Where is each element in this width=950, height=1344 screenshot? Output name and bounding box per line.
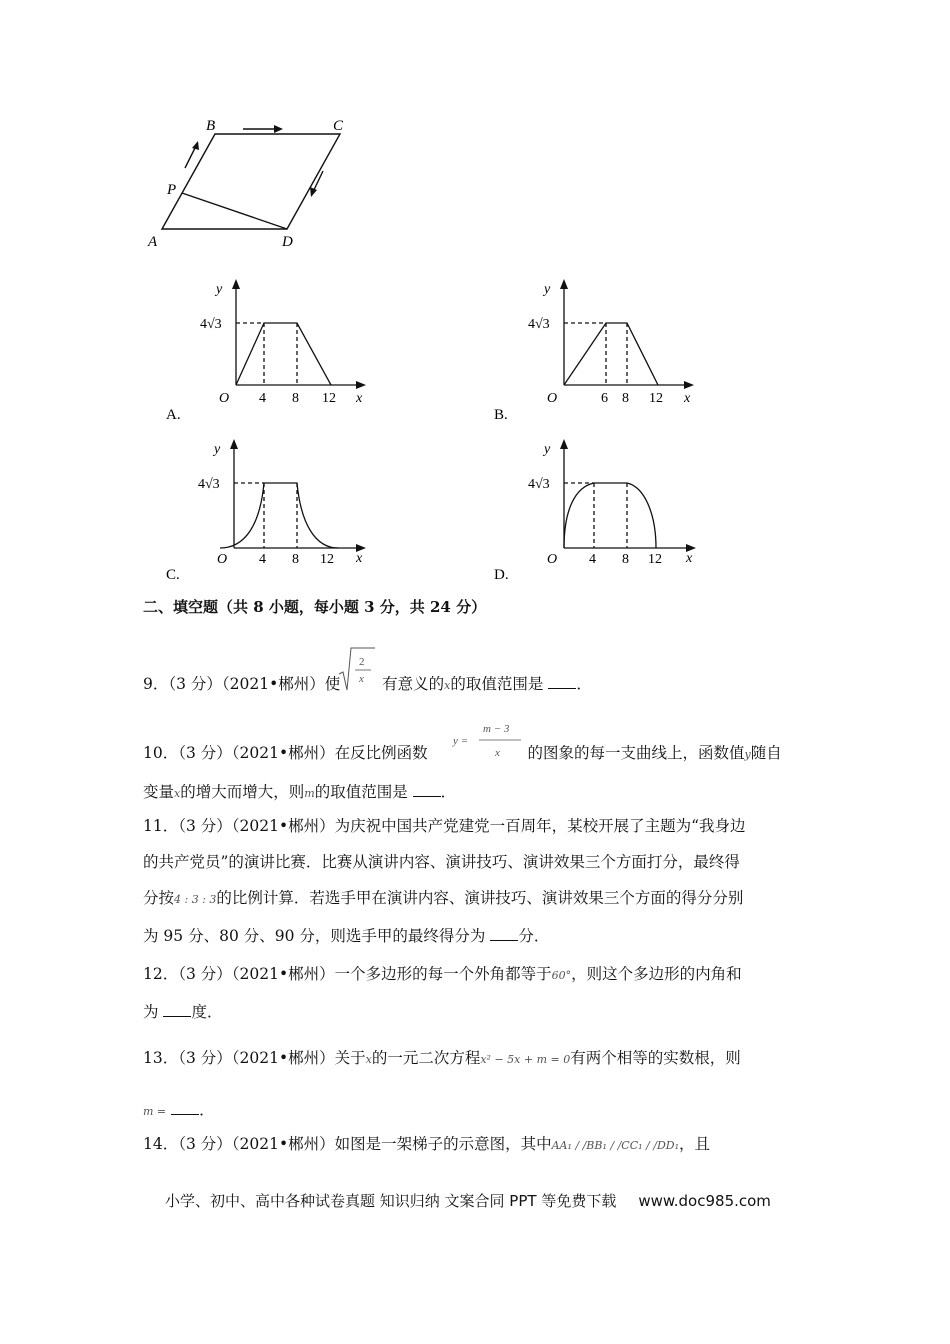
q13-line-1b: 的一元二次方程 bbox=[371, 1049, 481, 1067]
option-d-graph bbox=[490, 435, 710, 585]
option-a-tick-1: 4 bbox=[259, 391, 266, 406]
q9-var-x: x bbox=[444, 679, 451, 692]
option-b-ylabel: y bbox=[544, 282, 551, 297]
q9-score: （3 分） bbox=[168, 675, 222, 693]
q11-line-3b: 的比例计算．若选手甲在演讲内容、演讲技巧、演讲效果三个方面的得分分别 bbox=[216, 889, 744, 907]
question-14 bbox=[143, 1126, 808, 1164]
option-b-graph bbox=[490, 275, 710, 425]
segment-pd bbox=[182, 193, 287, 229]
q12-line-2b: 度． bbox=[191, 1003, 223, 1021]
q10-function-expression bbox=[449, 716, 539, 762]
option-d-tick-1: 4 bbox=[589, 552, 596, 567]
q9-expr-denominator: x bbox=[359, 673, 364, 685]
q10-num: 10． bbox=[143, 744, 179, 762]
option-a-xlabel: x bbox=[356, 391, 363, 406]
q9-expr-numerator: 2 bbox=[359, 656, 365, 668]
q13-answer-blank[interactable] bbox=[171, 1100, 199, 1115]
q14-line-1b: ，且 bbox=[679, 1135, 711, 1153]
q10-func-denominator: x bbox=[495, 747, 500, 759]
parallelogram-figure bbox=[140, 110, 370, 255]
label-b: B bbox=[206, 118, 216, 134]
question-9 bbox=[143, 640, 808, 710]
q11-ratio: 4 : 3 : 3 bbox=[174, 893, 217, 906]
option-a-origin: O bbox=[219, 391, 230, 406]
option-a-tick-3: 12 bbox=[322, 391, 336, 406]
option-a-graph bbox=[160, 275, 380, 425]
option-c-graph bbox=[160, 435, 380, 585]
q10-text-1: 在反比例函数 bbox=[334, 744, 428, 762]
option-a-ymark: 4√3 bbox=[200, 317, 222, 332]
question-13 bbox=[143, 1040, 808, 1130]
option-d-origin: O bbox=[547, 552, 558, 567]
option-c-xlabel: x bbox=[356, 551, 363, 566]
q13-equation: x² − 5x + m = 0 bbox=[480, 1053, 571, 1066]
q10-text-3: 随自 bbox=[750, 744, 782, 762]
q10-answer-blank[interactable] bbox=[413, 782, 441, 797]
question-11 bbox=[143, 808, 808, 954]
q11-line-4b: 分． bbox=[518, 927, 550, 945]
option-d-xlabel: x bbox=[686, 551, 693, 566]
label-c: C bbox=[333, 118, 344, 134]
q13-var-x: x bbox=[365, 1053, 372, 1066]
q11-line-4a: 为 95 分、80 分、90 分，则选手甲的最终得分为 bbox=[143, 927, 486, 945]
q11-line-1: 11．（3 分）（2021•郴州）为庆祝中国共产党建党一百周年，某校开展了主题为“我身边 bbox=[143, 817, 746, 835]
q14-line-1a: 14．（3 分）（2021•郴州）如图是一架梯子的示意图，其中 bbox=[143, 1135, 552, 1153]
q12-answer-blank[interactable] bbox=[163, 1002, 191, 1017]
option-b-origin: O bbox=[547, 391, 558, 406]
q10-var-m: m bbox=[304, 787, 315, 800]
section-title: 二、填空题（共 8 小题，每小题 3 分，共 24 分） bbox=[143, 598, 487, 616]
q11-line-2: 的共产党员”的演讲比赛．比赛从演讲内容、演讲技巧、演讲效果三个方面打分，最终得 bbox=[143, 853, 740, 871]
q14-parallel: AA₁ / /BB₁ / /CC₁ / /DD₁ bbox=[551, 1139, 679, 1152]
footer-text: 小学、初中、高中各种试卷真题 知识归纳 文案合同 PPT 等免费下载 bbox=[165, 1192, 617, 1210]
option-d-tick-2: 8 bbox=[622, 552, 629, 567]
parallelogram-abcd bbox=[162, 134, 340, 229]
q12-line-1b: ，则这个多边形的内角和 bbox=[571, 965, 742, 983]
option-a-tick-2: 8 bbox=[292, 391, 299, 406]
option-c-ymark: 4√3 bbox=[198, 477, 220, 492]
option-b-tick-2: 8 bbox=[622, 391, 629, 406]
q10-text-5: 的增大而增大，则 bbox=[180, 783, 305, 801]
q9-sqrt-expression bbox=[337, 644, 377, 694]
option-d-ymark: 4√3 bbox=[528, 477, 550, 492]
q12-angle: 60° bbox=[551, 969, 572, 982]
q10-end: ． bbox=[440, 783, 457, 801]
option-a-ylabel: y bbox=[216, 282, 223, 297]
option-b-tick-1: 6 bbox=[601, 391, 608, 406]
label-p: P bbox=[167, 182, 177, 198]
label-d: D bbox=[282, 234, 293, 250]
q9-num: 9． bbox=[143, 675, 169, 693]
q12-line-1a: 12．（3 分）（2021•郴州）一个多边形的每一个外角都等于 bbox=[143, 965, 552, 983]
q9-answer-blank[interactable] bbox=[548, 674, 576, 689]
question-12 bbox=[143, 956, 808, 1030]
option-a-letter: A. bbox=[166, 407, 181, 423]
option-d-ylabel: y bbox=[544, 442, 551, 457]
q10-var-x: x bbox=[174, 787, 181, 800]
q10-var-y: y bbox=[744, 748, 751, 761]
option-b-letter: B. bbox=[494, 407, 508, 423]
option-b-ymark: 4√3 bbox=[528, 317, 550, 332]
q9-text-1: 使 bbox=[324, 675, 341, 693]
option-c-tick-1: 4 bbox=[259, 552, 266, 567]
page-footer bbox=[165, 1190, 771, 1211]
question-10 bbox=[143, 716, 808, 810]
q9-source: （2021•郴州） bbox=[221, 675, 325, 693]
q9-text-2: 有意义的 bbox=[382, 675, 445, 693]
q10-text-6: 的取值范围是 bbox=[314, 783, 408, 801]
option-c-origin: O bbox=[217, 552, 228, 567]
q12-line-2a: 为 bbox=[143, 1003, 159, 1021]
q10-text-2: 的图象的每一支曲线上，函数值 bbox=[527, 744, 745, 762]
q13-m-equals: m = bbox=[143, 1105, 167, 1118]
q9-text-3: 的取值范围是 bbox=[450, 675, 544, 693]
option-d-tick-3: 12 bbox=[648, 552, 662, 567]
q10-func-left: y = bbox=[453, 735, 469, 747]
q9-end: ． bbox=[576, 675, 592, 693]
option-b-xlabel: x bbox=[684, 391, 691, 406]
option-c-tick-3: 12 bbox=[320, 552, 334, 567]
option-c-letter: C. bbox=[166, 567, 180, 583]
option-b-tick-3: 12 bbox=[649, 391, 663, 406]
footer-url[interactable]: www.doc985.com bbox=[638, 1192, 771, 1210]
option-d-letter: D. bbox=[494, 567, 509, 583]
q11-line-3a: 分按 bbox=[143, 889, 175, 907]
q10-text-4: 变量 bbox=[143, 783, 175, 801]
label-a: A bbox=[148, 234, 158, 250]
q13-line-1c: 有两个相等的实数根，则 bbox=[570, 1049, 741, 1067]
q13-line-1a: 13．（3 分）（2021•郴州）关于 bbox=[143, 1049, 366, 1067]
q11-answer-blank[interactable] bbox=[490, 926, 518, 941]
option-c-ylabel: y bbox=[214, 442, 221, 457]
q10-source: （2021•郴州） bbox=[231, 744, 335, 762]
q10-func-numerator: m − 3 bbox=[483, 723, 510, 735]
q10-score: （3 分） bbox=[178, 744, 232, 762]
option-c-tick-2: 8 bbox=[292, 552, 299, 567]
q13-line-2b: ． bbox=[199, 1101, 215, 1119]
